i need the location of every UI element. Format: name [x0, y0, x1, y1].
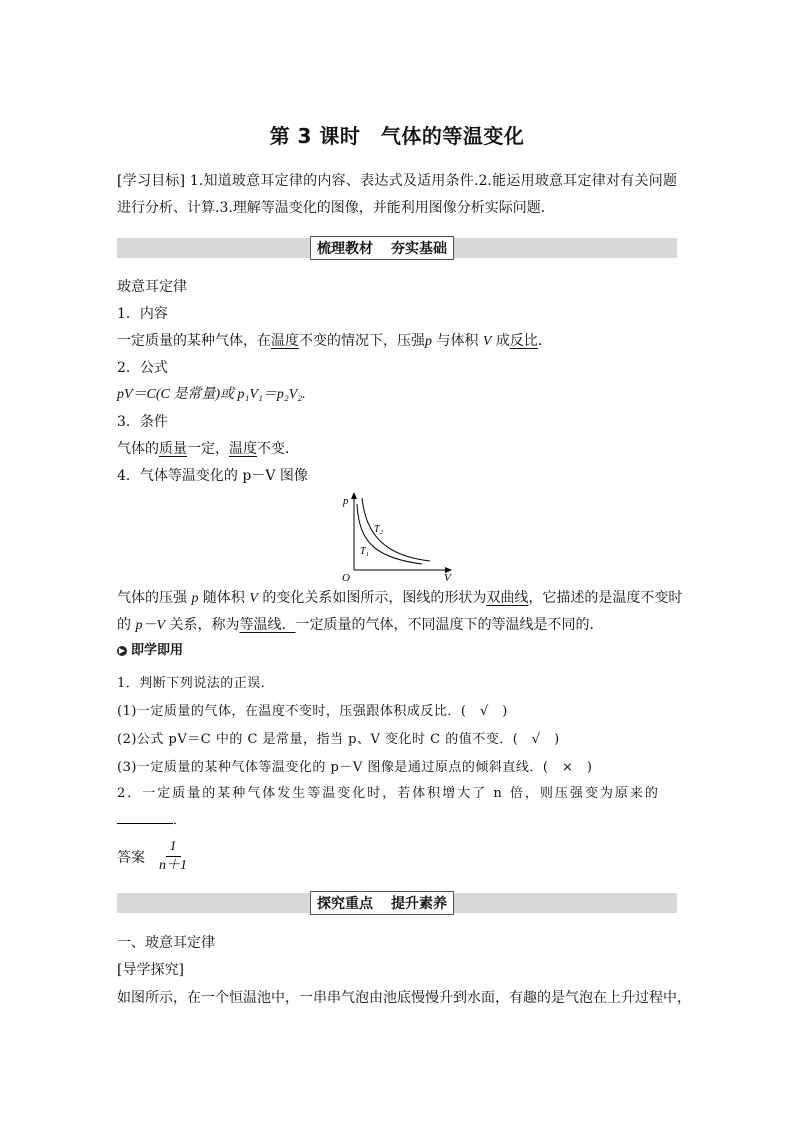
fraction-denominator: n＋1: [159, 858, 187, 873]
statement-3: (3)一定质量的某种气体等温变化的 p－V 图像是通过原点的倾斜直线．( × ): [117, 760, 593, 775]
p-axis-arrow: [351, 492, 357, 499]
text-run: 气体的压强: [117, 590, 192, 606]
banner-2-box: [310, 891, 454, 915]
symbol-p: p: [191, 591, 199, 606]
fill-answer-hyperbola: 双曲线: [486, 590, 529, 606]
graph-description-line-2: [117, 614, 603, 637]
symbol-v: V: [482, 334, 492, 349]
symbol-p: p: [425, 334, 432, 349]
section-2-subheading: [导学探究]: [117, 962, 184, 978]
banner-2-left: 探究重点: [317, 896, 373, 912]
text-run: 的: [117, 617, 136, 633]
item-2-formula: pV＝C(C 是常量)或 p₁V₁＝p₂V₂.: [117, 387, 306, 402]
item-1-content: [117, 330, 552, 353]
section-2-text: 如图所示，在一个恒温池中，一串串气泡由池底慢慢升到水面，有趣的是气泡在上升过程中，: [117, 990, 691, 1006]
answer-fraction: [159, 838, 187, 875]
statement-2: (2)公式 pV＝C 中的 C 是常量，指当 p、V 变化时 C 的值不变．( √ ): [117, 732, 560, 747]
graph-description-line-1: [117, 587, 682, 610]
text-run: 不变的情况下，压强: [299, 333, 425, 349]
text-run: ．: [173, 813, 187, 828]
item-1-title: 1．内容: [117, 306, 168, 322]
fill-answer-inverse: 反比: [509, 333, 538, 349]
text-run: 与体积: [432, 333, 483, 349]
text-run: 成: [491, 333, 510, 349]
learning-objectives: [117, 168, 677, 222]
fill-answer-temperature-2: 温度: [229, 441, 257, 457]
play-icon: ▶: [118, 645, 126, 655]
pv-isotherm-graph: [340, 490, 460, 582]
banner-2-right: 提升素养: [391, 896, 447, 912]
text-run: 关系，称为: [165, 617, 240, 633]
text-run: 随体积: [198, 590, 250, 606]
fraction-numerator: 1: [166, 838, 181, 857]
objectives-text: 1.知道玻意耳定律的内容、表达式及适用条件.2.能运用玻意耳定律对有关问题进行分析、计算.3.理解等温变化的图像，并能利用图像分析实际问题．: [117, 173, 677, 216]
section-2-heading: 一、玻意耳定律: [117, 935, 215, 951]
text-run: 一定质量的某种气体，在: [117, 333, 271, 349]
objectives-label: [学习目标]: [117, 173, 186, 189]
text-run: 不变．: [257, 441, 299, 457]
section-heading-boyle: 玻意耳定律: [117, 279, 187, 295]
banner-1-right: 夯实基础: [391, 241, 447, 257]
text-run: 一定，: [187, 441, 229, 457]
origin-label: O: [342, 572, 350, 582]
fill-answer-temperature: 温度: [271, 333, 299, 349]
section-banner-2: [117, 893, 677, 913]
answer-block: [117, 838, 187, 875]
item-3-title: 3．条件: [117, 414, 168, 430]
question-1: 1．判断下列说法的正误．: [117, 676, 275, 691]
symbol-pv: p－V: [135, 618, 166, 633]
banner-1-left: 梳理教材: [317, 241, 373, 257]
practice-heading-text: 即学即用: [131, 643, 184, 658]
fill-answer-mass: 质量: [159, 441, 187, 457]
text-run: 的变化关系如图所示，图线的形状为: [257, 590, 487, 606]
section-banner-1: [117, 238, 677, 258]
text-run: 一定质量的气体，不同温度下的等温线是不同的．: [295, 617, 604, 633]
page-title: 第 3 课时 气体的等温变化: [269, 124, 525, 148]
statement-1: (1)一定质量的气体，在温度不变时，压强跟体积成反比．( √ ): [117, 704, 508, 719]
item-2-title: 2．公式: [117, 360, 168, 376]
p-axis-label: p: [343, 495, 349, 507]
text-run: ．: [537, 333, 552, 349]
text-run: 气体的: [117, 441, 159, 457]
answer-label: 答案: [117, 849, 145, 866]
curve-label-t1: T₁: [360, 546, 370, 557]
text-run: ，它描述的是温度不变时: [528, 590, 683, 606]
practice-heading: [117, 640, 183, 662]
fill-answer-isotherm: 等温线．: [239, 617, 296, 633]
curve-label-t2: T₂: [374, 524, 384, 535]
symbol-v: V: [249, 591, 258, 606]
question-2: 2．一定质量的某种气体发生等温变化时，若体积增大了 n 倍，则压强变为原来的: [117, 786, 660, 801]
isotherm-curve-t2: [362, 498, 430, 561]
banner-1-box: [310, 236, 454, 260]
answer-blank: [117, 811, 173, 824]
item-4-title: 4．气体等温变化的 p－V 图像: [117, 468, 308, 484]
item-3-content: [117, 438, 299, 460]
v-axis-label: V: [444, 572, 451, 582]
question-2-blank-line: [117, 810, 187, 832]
